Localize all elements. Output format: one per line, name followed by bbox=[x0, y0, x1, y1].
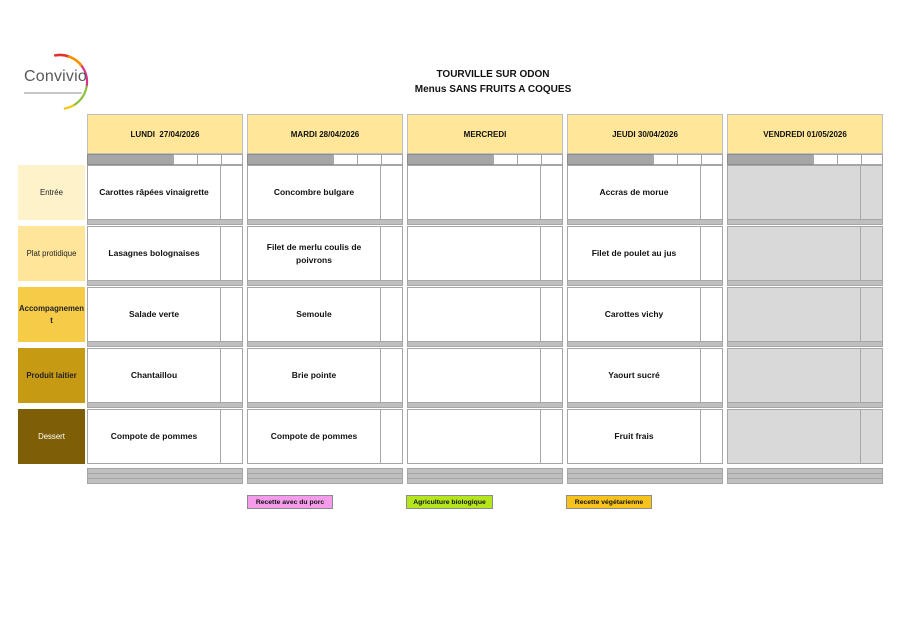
logo-tagline-decoration bbox=[24, 92, 82, 94]
menu-cell-produit-laitier: Brie pointe bbox=[247, 348, 381, 403]
menu-cell-dessert: Fruit frais bbox=[567, 409, 701, 464]
legend-bio: Agriculture biologique bbox=[406, 495, 493, 509]
day-column-mardi bbox=[247, 0, 403, 490]
header-sub-cell bbox=[567, 154, 654, 165]
row-separator bbox=[247, 341, 403, 347]
row-separator bbox=[407, 280, 563, 286]
menu-side-cell bbox=[860, 165, 883, 220]
day-column-jeudi bbox=[567, 0, 723, 490]
menu-cell-accompagnement bbox=[407, 287, 541, 342]
menu-cell-accompagnement bbox=[727, 287, 861, 342]
menu-side-cell bbox=[700, 165, 723, 220]
menu-side-cell bbox=[860, 409, 883, 464]
menu-cell-entree bbox=[727, 165, 861, 220]
menu-side-cell bbox=[540, 409, 563, 464]
row-separator bbox=[247, 280, 403, 286]
header-sub-cell bbox=[173, 154, 198, 165]
row-separator bbox=[87, 219, 243, 225]
category-label-accompagnement: Accompagnement bbox=[18, 287, 85, 342]
day-header: MARDI 28/04/2026 bbox=[247, 114, 403, 154]
header-sub-cell bbox=[701, 154, 723, 165]
footer-band bbox=[407, 478, 563, 484]
header-sub-cell bbox=[247, 154, 334, 165]
header-sub-cell bbox=[653, 154, 678, 165]
menu-cell-plat: Filet de merlu coulis de poivrons bbox=[247, 226, 381, 281]
menu-side-cell bbox=[380, 287, 403, 342]
row-separator bbox=[567, 219, 723, 225]
day-header: JEUDI 30/04/2026 bbox=[567, 114, 723, 154]
menu-side-cell bbox=[220, 165, 243, 220]
footer-band bbox=[247, 478, 403, 484]
menu-side-cell bbox=[860, 348, 883, 403]
menu-cell-entree: Accras de morue bbox=[567, 165, 701, 220]
menu-cell-accompagnement: Semoule bbox=[247, 287, 381, 342]
menu-side-cell bbox=[540, 226, 563, 281]
day-header: VENDREDI 01/05/2026 bbox=[727, 114, 883, 154]
row-separator bbox=[87, 341, 243, 347]
menu-side-cell bbox=[380, 226, 403, 281]
menu-cell-produit-laitier: Yaourt sucré bbox=[567, 348, 701, 403]
header-sub-cell bbox=[87, 154, 174, 165]
menu-cell-produit-laitier: Chantaillou bbox=[87, 348, 221, 403]
footer-band bbox=[727, 478, 883, 484]
header-sub-cell bbox=[837, 154, 862, 165]
menu-side-cell bbox=[220, 409, 243, 464]
header-sub-cell bbox=[357, 154, 382, 165]
header-sub-cell bbox=[407, 154, 494, 165]
category-label-plat-protidique: Plat protidique bbox=[18, 226, 85, 281]
row-separator bbox=[727, 341, 883, 347]
menu-cell-dessert: Compote de pommes bbox=[87, 409, 221, 464]
menu-cell-plat: Filet de poulet au jus bbox=[567, 226, 701, 281]
day-header: LUNDI 27/04/2026 bbox=[87, 114, 243, 154]
header-sub-cell bbox=[381, 154, 403, 165]
header-sub-cell bbox=[677, 154, 702, 165]
menu-cell-entree: Concombre bulgare bbox=[247, 165, 381, 220]
header-sub-cell bbox=[517, 154, 542, 165]
menu-cell-dessert: Compote de pommes bbox=[247, 409, 381, 464]
row-separator bbox=[247, 402, 403, 408]
legend-porc: Recette avec du porc bbox=[247, 495, 333, 509]
header-sub-cell bbox=[813, 154, 838, 165]
row-separator bbox=[407, 219, 563, 225]
menu-cell-plat: Lasagnes bolognaises bbox=[87, 226, 221, 281]
category-label-produit-laitier: Produit laitier bbox=[18, 348, 85, 403]
menu-side-cell bbox=[540, 165, 563, 220]
row-separator bbox=[567, 402, 723, 408]
menu-cell-produit-laitier bbox=[727, 348, 861, 403]
header-sub-cell bbox=[197, 154, 222, 165]
menu-side-cell bbox=[700, 348, 723, 403]
row-separator bbox=[567, 280, 723, 286]
menu-cell-dessert bbox=[727, 409, 861, 464]
header-sub-cell bbox=[541, 154, 563, 165]
legend-vegetarien: Recette végétarienne bbox=[566, 495, 652, 509]
menu-side-cell bbox=[380, 348, 403, 403]
row-separator bbox=[87, 280, 243, 286]
row-separator bbox=[727, 402, 883, 408]
menu-side-cell bbox=[700, 287, 723, 342]
header-sub-cell bbox=[727, 154, 814, 165]
menu-side-cell bbox=[540, 287, 563, 342]
header-sub-cell bbox=[861, 154, 883, 165]
menu-cell-produit-laitier bbox=[407, 348, 541, 403]
day-header: MERCREDI bbox=[407, 114, 563, 154]
footer-band bbox=[567, 478, 723, 484]
row-separator bbox=[87, 402, 243, 408]
category-label-dessert: Dessert bbox=[18, 409, 85, 464]
menu-side-cell bbox=[860, 226, 883, 281]
menu-side-cell bbox=[700, 409, 723, 464]
row-separator bbox=[407, 341, 563, 347]
menu-side-cell bbox=[380, 409, 403, 464]
menu-cell-entree: Carottes râpées vinaigrette bbox=[87, 165, 221, 220]
day-column-mercredi bbox=[407, 0, 563, 490]
header-sub-cell bbox=[221, 154, 243, 165]
menu-cell-plat bbox=[727, 226, 861, 281]
page-title: TOURVILLE SUR ODON bbox=[436, 69, 550, 80]
header-sub-cell bbox=[493, 154, 518, 165]
day-column-lundi bbox=[87, 0, 243, 490]
menu-side-cell bbox=[220, 226, 243, 281]
menu-side-cell bbox=[220, 348, 243, 403]
row-separator bbox=[407, 402, 563, 408]
menu-cell-accompagnement: Salade verte bbox=[87, 287, 221, 342]
menu-cell-plat bbox=[407, 226, 541, 281]
menu-side-cell bbox=[540, 348, 563, 403]
menu-side-cell bbox=[860, 287, 883, 342]
menu-cell-accompagnement: Carottes vichy bbox=[567, 287, 701, 342]
menu-side-cell bbox=[380, 165, 403, 220]
page-subtitle: Menus SANS FRUITS A COQUES bbox=[414, 84, 572, 95]
category-label-entree: Entrée bbox=[18, 165, 85, 220]
day-column-vendredi bbox=[727, 0, 883, 490]
menu-side-cell bbox=[220, 287, 243, 342]
row-separator bbox=[727, 219, 883, 225]
logo: Convivio bbox=[24, 68, 87, 85]
row-separator bbox=[247, 219, 403, 225]
row-separator bbox=[727, 280, 883, 286]
footer-band bbox=[87, 478, 243, 484]
menu-cell-dessert bbox=[407, 409, 541, 464]
row-separator bbox=[567, 341, 723, 347]
header-sub-cell bbox=[333, 154, 358, 165]
menu-side-cell bbox=[700, 226, 723, 281]
menu-cell-entree bbox=[407, 165, 541, 220]
